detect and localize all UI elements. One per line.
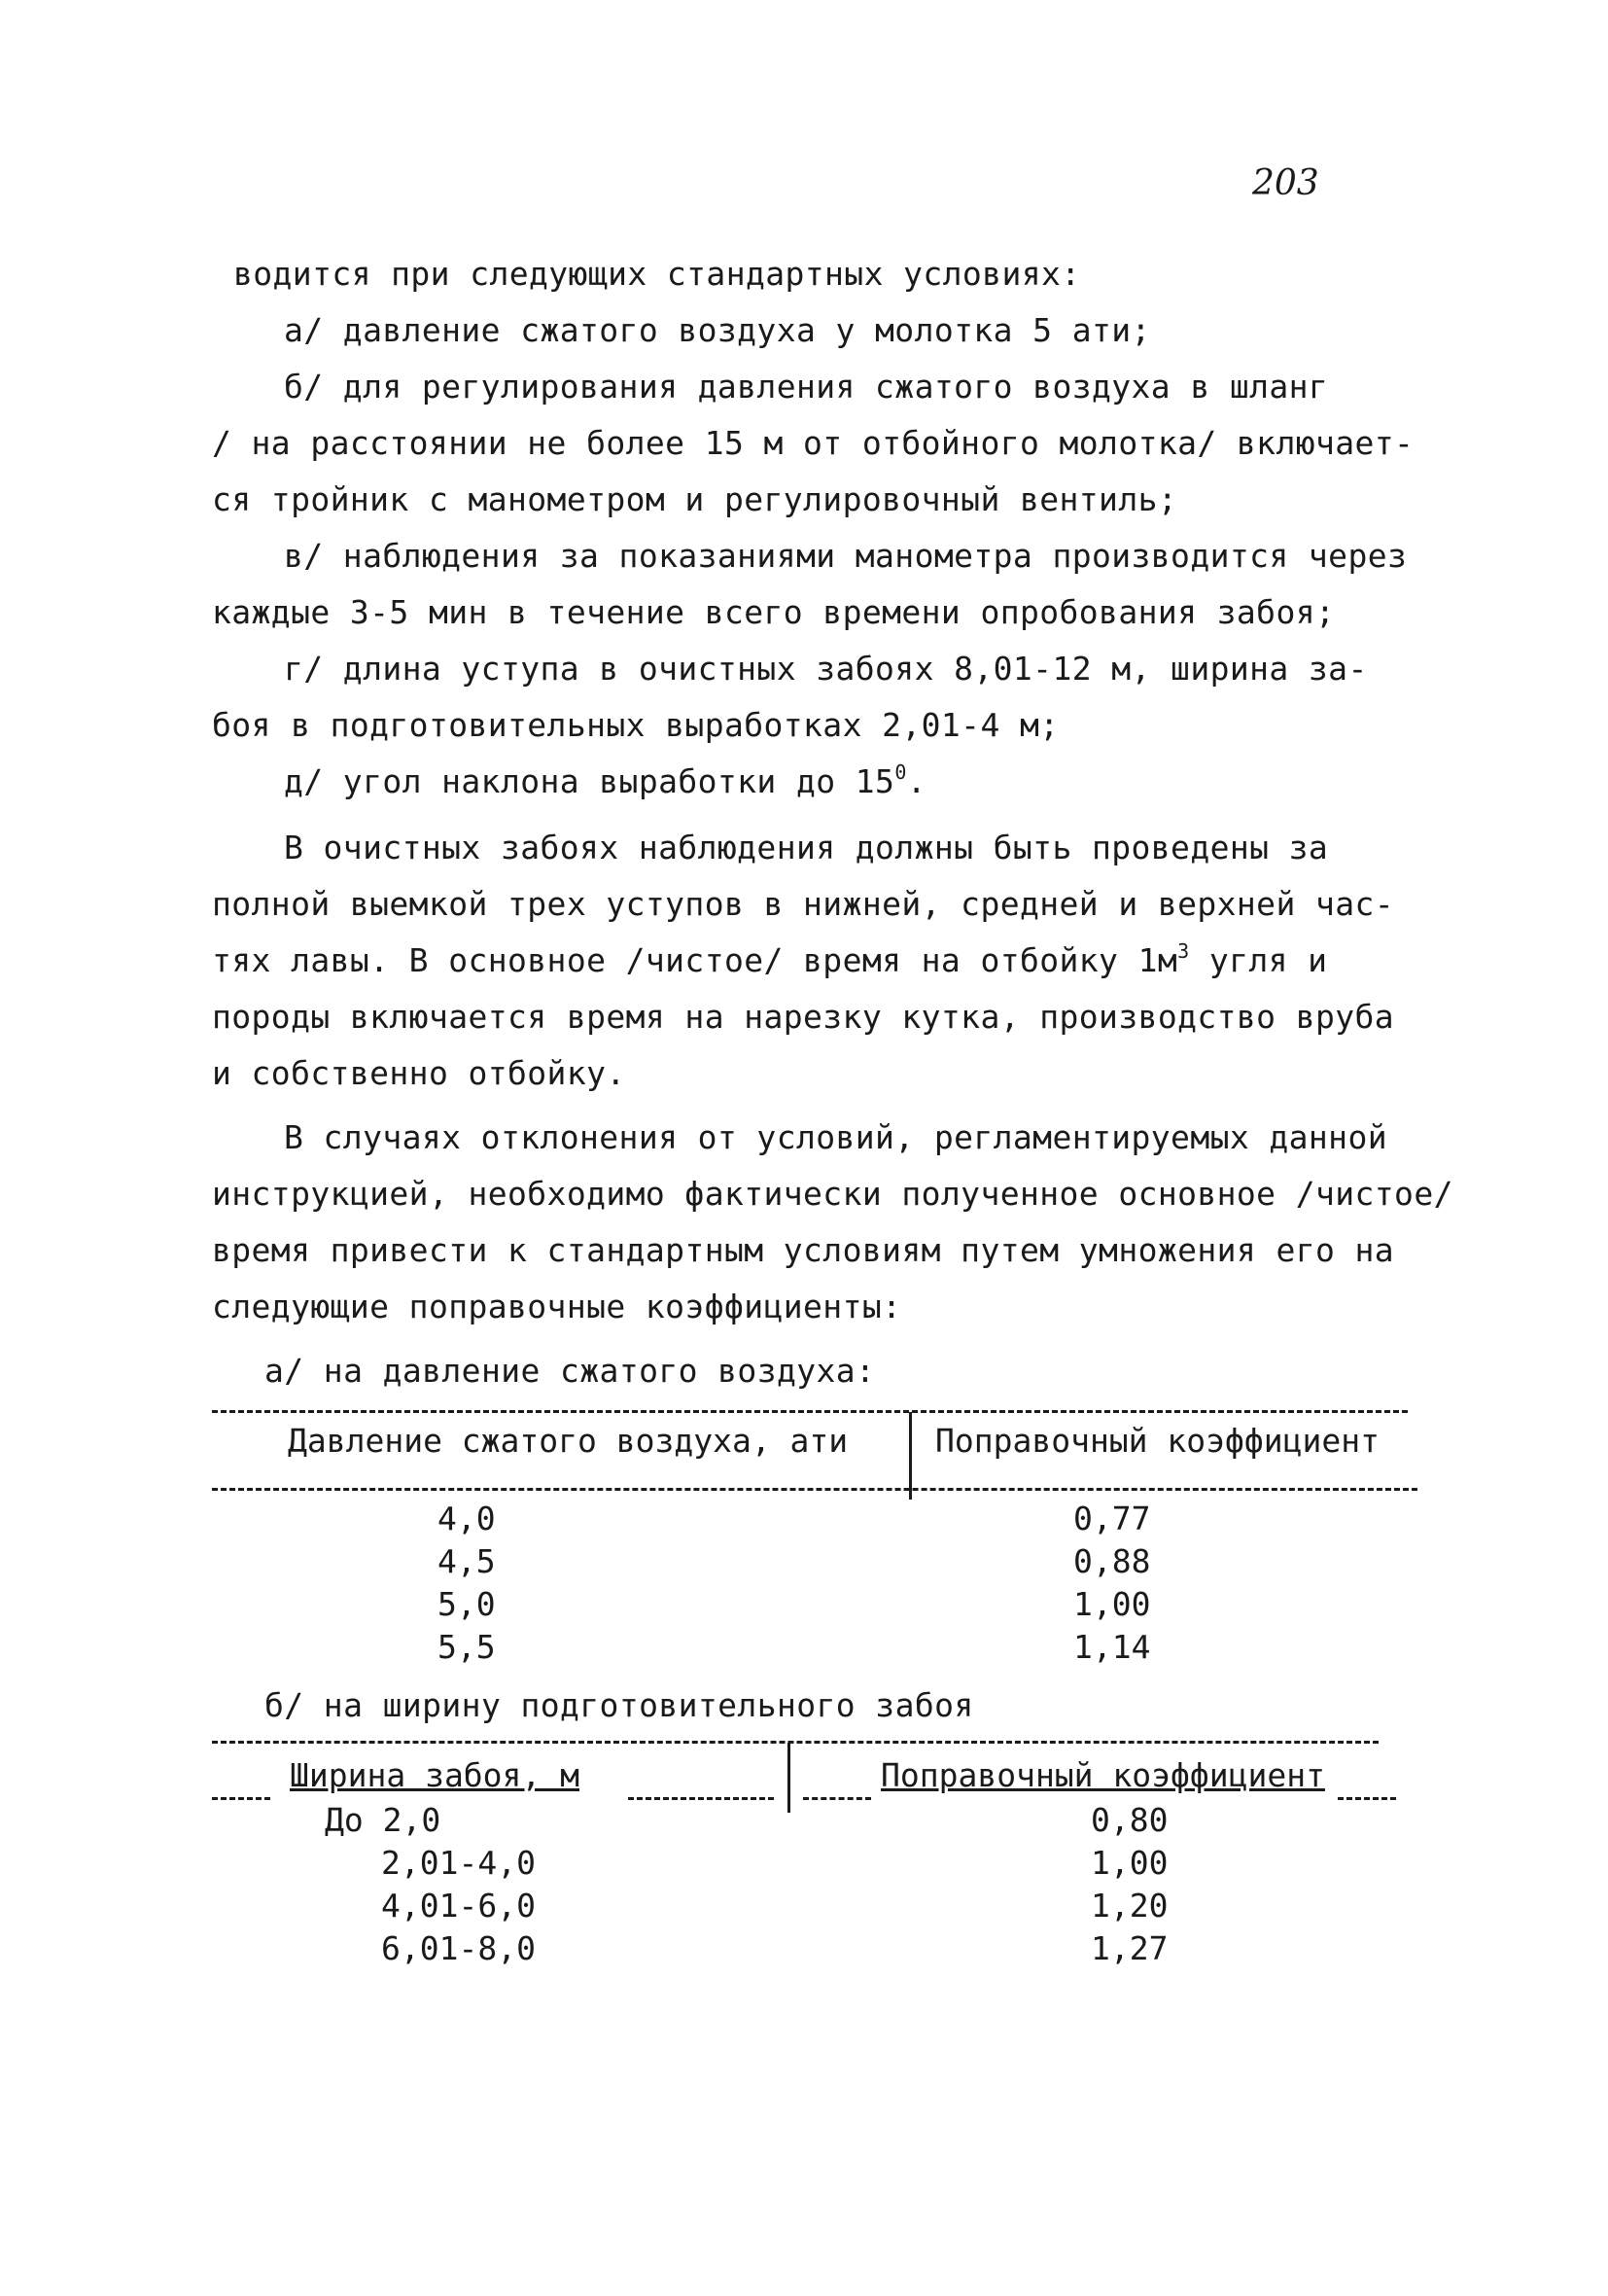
table-a-cell: 4,5 — [437, 1542, 496, 1580]
table-a-header-pressure: Давление сжатого воздуха, ати — [288, 1422, 849, 1460]
table-b-header-coefficient: Поправочный коэффициент — [881, 1756, 1325, 1794]
table-a-cell: 5,0 — [437, 1585, 496, 1623]
table-b-cell: 4,01-6,0 — [381, 1887, 536, 1925]
page-number: 203 — [1252, 163, 1319, 203]
table-a-cell: 5,5 — [437, 1628, 496, 1666]
condition-b-line3: ся тройник с манометром и регулировочный вентиль; — [212, 480, 1178, 518]
table-b-header-rule-mid2 — [803, 1797, 871, 1800]
condition-g-line2: боя в подготовительных выработках 2,01-4 м; — [212, 706, 1060, 744]
table-b-header-rule-left — [212, 1797, 270, 1800]
table-b-cell: 0,80 — [1091, 1801, 1169, 1839]
table-a-cell: 4,0 — [437, 1500, 496, 1537]
table-b-cell: 1,27 — [1091, 1929, 1169, 1967]
condition-d — [284, 762, 926, 800]
paragraph-line: породы включается время на нарезку кутка, производство вруба — [212, 998, 1395, 1036]
paragraph-line: В случаях отклонения от условий, регламентируемых данной — [284, 1118, 1387, 1156]
table-b-header-rule-right — [1338, 1797, 1396, 1800]
paragraph-line: следующие поправочные коэффициенты: — [212, 1288, 902, 1325]
table-b-caption: б/ на ширину подготовительного забоя — [264, 1686, 974, 1724]
paragraph-text: тях лавы. В основное /чистое/ время на отбойку 1м — [212, 941, 1178, 979]
table-a-cell: 0,88 — [1073, 1542, 1151, 1580]
table-a-column-divider — [909, 1412, 912, 1500]
table-a-top-rule — [212, 1410, 1408, 1413]
condition-v-line1: в/ наблюдения за показаниями манометра производится через — [284, 537, 1408, 575]
paragraph-line: В очистных забоях наблюдения должны быть проведены за — [284, 829, 1329, 866]
table-b-cell: 1,00 — [1091, 1844, 1169, 1882]
paragraph-line: время привести к стандартным условиям путем умножения его на — [212, 1231, 1395, 1269]
table-b-cell: 1,20 — [1091, 1887, 1169, 1925]
paragraph-line: инструкцией, необходимо фактически полученное основное /чистое/ — [212, 1175, 1453, 1213]
paragraph-line — [212, 941, 1327, 979]
table-b-top-rule — [212, 1741, 1379, 1744]
condition-d-end: . — [906, 762, 927, 800]
condition-a: а/ давление сжатого воздуха у молотка 5 ати; — [284, 311, 1151, 349]
table-a-cell: 0,77 — [1073, 1500, 1151, 1537]
paragraph-text: угля и — [1189, 941, 1328, 979]
table-b-cell: 6,01-8,0 — [381, 1929, 536, 1967]
table-a-header-rule — [212, 1488, 1417, 1491]
table-a-header-coefficient: Поправочный коэффициент — [935, 1422, 1380, 1460]
table-b-cell: До 2,0 — [325, 1801, 441, 1839]
table-b-column-divider — [787, 1743, 790, 1813]
condition-d-text: д/ угол наклона выработки до 15 — [284, 762, 895, 800]
paragraph-line: и собственно отбойку. — [212, 1054, 626, 1092]
table-a-caption: а/ на давление сжатого воздуха: — [264, 1352, 876, 1390]
table-b-header-rule-mid — [628, 1797, 774, 1800]
degree-superscript: 0 — [894, 760, 907, 784]
condition-g-line1: г/ длина уступа в очистных забоях 8,01-12 м, ширина за- — [284, 650, 1368, 688]
condition-b-line2: / на расстоянии не более 15 м от отбойного молотка/ включает- — [212, 424, 1415, 462]
cubic-superscript: 3 — [1177, 939, 1190, 963]
table-b-header-width: Ширина забоя, м — [290, 1756, 580, 1794]
paragraph-line: водится при следующих стандартных условиях: — [233, 255, 1081, 293]
table-b-cell: 2,01-4,0 — [381, 1844, 536, 1882]
condition-b-line1: б/ для регулирования давления сжатого воздуха в шланг — [284, 368, 1329, 406]
paragraph-line: полной выемкой трех уступов в нижней, средней и верхней час- — [212, 885, 1395, 923]
table-a-cell: 1,14 — [1073, 1628, 1151, 1666]
condition-v-line2: каждые 3-5 мин в течение всего времени опробования забоя; — [212, 593, 1336, 631]
table-a-cell: 1,00 — [1073, 1585, 1151, 1623]
